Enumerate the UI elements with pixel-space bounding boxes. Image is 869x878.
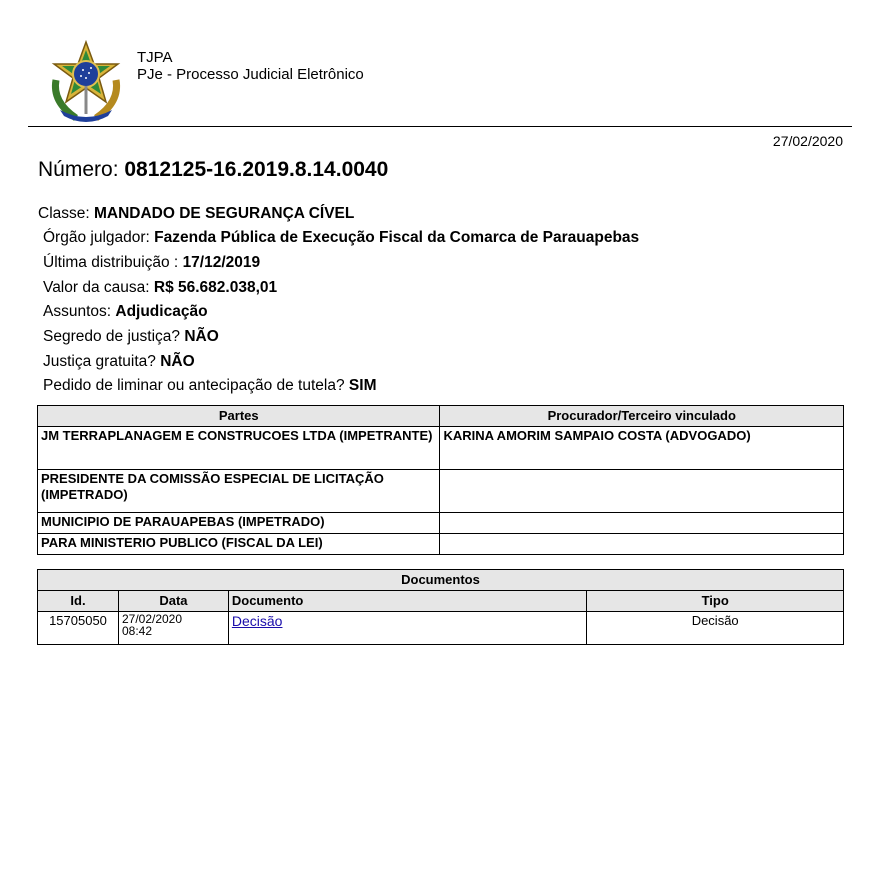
field-classe [38,205,354,223]
doc-tipo-cell: Decisão [587,612,844,645]
field-value: 17/12/2019 [182,254,261,271]
field-label: Justiça gratuita? [43,353,156,370]
doc-date: 27/02/2020 [121,612,183,626]
table-row [38,513,844,534]
org-name: TJPA [137,49,173,66]
documentos-table [37,569,844,645]
field-value: NÃO [184,328,219,345]
field-label: Classe: [38,205,90,222]
field-label: Órgão julgador: [43,229,150,246]
field-pedido-liminar [43,377,376,395]
field-ultima-distribuicao [43,254,260,272]
field-label: Segredo de justiça? [43,328,181,345]
field-orgao-julgador [43,229,639,247]
column-header: Partes [38,406,440,427]
table-row [38,612,844,645]
procurador-cell [440,534,844,555]
process-number-value: 0812125-16.2019.8.14.0040 [124,158,389,181]
column-header-id: Id. [38,591,119,612]
header-divider [28,126,852,127]
documentos-title-row [38,570,844,591]
column-header-tipo: Tipo [587,591,844,612]
column-header-documento: Documento [228,591,586,612]
partes-header-row [38,406,844,427]
partes-table [37,405,844,555]
field-label: Assuntos: [43,303,112,320]
documentos-header-row [38,591,844,612]
procurador-cell: KARINA AMORIM SAMPAIO COSTA (ADVOGADO) [440,427,844,470]
doc-data-cell [118,612,228,645]
field-value: Adjudicação [115,303,208,320]
procurador-cell [440,470,844,513]
field-value: NÃO [160,353,195,370]
procurador-cell [440,513,844,534]
parte-cell: MUNICIPIO DE PARAUAPEBAS (IMPETRADO) [38,513,440,534]
field-value: R$ 56.682.038,01 [153,279,278,296]
field-valor-causa [43,279,277,297]
field-segredo-justica [43,328,219,346]
parte-cell: PRESIDENTE DA COMISSÃO ESPECIAL DE LICITAÇÃO (IMPETRADO) [38,470,440,513]
table-row [38,470,844,513]
doc-time: 08:42 [121,624,152,638]
document-link[interactable]: Decisão [231,613,283,629]
field-label: Pedido de liminar ou antecipação de tutela? [43,377,345,394]
column-header-data: Data [118,591,228,612]
field-label: Última distribuição : [43,254,179,271]
table-row [38,534,844,555]
organization-header [137,49,364,83]
process-number-label: Número: [38,158,119,181]
field-label: Valor da causa: [43,279,150,296]
column-header: Procurador/Terceiro vinculado [440,406,844,427]
document-date: 27/02/2020 [772,133,843,149]
doc-id-cell: 15705050 [38,612,119,645]
doc-documento-cell [228,612,586,645]
table-row [38,427,844,470]
documentos-title: Documentos [38,570,844,591]
field-value: Fazenda Pública de Execução Fiscal da Comarca de Parauapebas [154,229,640,246]
field-assuntos [43,303,208,321]
process-number [38,158,388,182]
field-value: MANDADO DE SEGURANÇA CÍVEL [94,205,355,222]
field-value: SIM [348,377,377,394]
system-name: PJe - Processo Judicial Eletrônico [137,66,364,83]
coat-of-arms-icon [46,40,126,124]
parte-cell: PARA MINISTERIO PUBLICO (FISCAL DA LEI) [38,534,440,555]
parte-cell: JM TERRAPLANAGEM E CONSTRUCOES LTDA (IMPETRANTE) [38,427,440,470]
field-justica-gratuita [43,353,195,371]
